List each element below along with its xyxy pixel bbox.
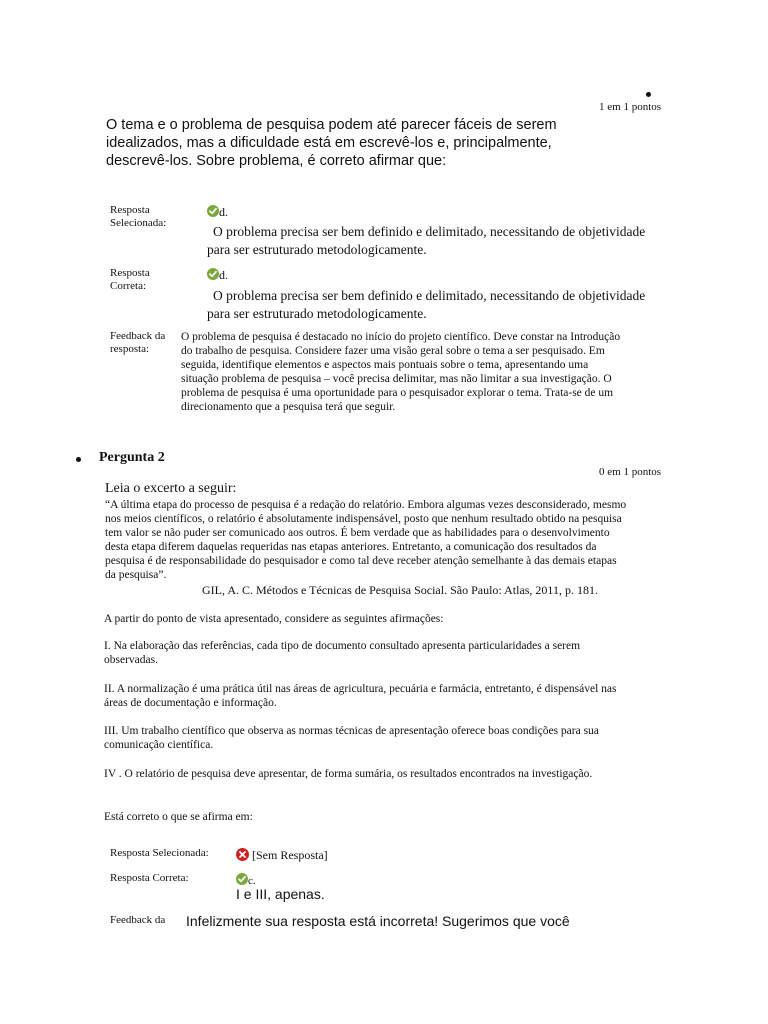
q2-selected-answer	[236, 846, 328, 864]
q1-correct-text: O problema precisa ser bem definido e delimitado, necessitando de objetividade para ser estruturado metodologicamente.	[207, 288, 646, 321]
q2-statement-4: IV . O relatório de pesquisa deve apresentar, de forma sumária, os resultados encontrados na investigação.	[104, 768, 593, 780]
q1-score: 1 em 1 pontos	[599, 101, 662, 113]
q2-correct-letter: c.	[248, 875, 256, 887]
check-circle-icon	[207, 267, 219, 279]
q2-excerpt: “A última etapa do processo de pesquisa é a redação do relatório. Embora algumas vezes desconsiderado, mesmo nos meios científicos, o relatório é absolutamente indispensável, posto que nenhum resultado obtido na pesquisa tem valor se não puder ser comunicado aos outros. É bem verdade que as habilidades para o desenvolvimento desta etapa diferem daquelas requeridas nas etapas anteriores. Entretanto, a comunicação dos resultados da pesquisa é de responsabilidade do pesquisador e como tal deve receber atenção semelhante à das demais etapas da pesquisa”.	[105, 499, 627, 581]
q1-selected-letter: d.	[219, 205, 228, 219]
q2-statement-3: III. Um trabalho científico que observa as normas técnicas de apresentação oferece boas condições para sua comunicação científica.	[104, 725, 599, 751]
q2-ask: Está correto o que se afirma em:	[104, 811, 253, 823]
q2-score: 0 em 1 pontos	[599, 466, 662, 478]
q1-feedback-text: O problema de pesquisa é destacado no início do projeto científico. Deve constar na Introdução do trabalho de pesquisa. Considere fazer uma visão geral sobre o tema a ser pesquisado. Em seguida, identifique elementos e aspectos mais pontuais sobre o tema, apresentando uma situação problema de pesquisa – você precisa delimitar, mas não limitar a sua investigação. O problema de pesquisa é uma oportunidade para o pesquisador explorar o tema. Trata-se de um direcionamento que a pesquisa terá que seguir.	[181, 331, 621, 413]
q1-correct-letter: d.	[219, 268, 228, 282]
q2-feedback-text: Infelizmente sua resposta está incorreta! Sugerimos que você	[186, 913, 570, 929]
q1-selected-answer	[207, 203, 228, 221]
q2-statement-1: I. Na elaboração das referências, cada tipo de documento consultado apresenta particularidades a serem observadas.	[104, 640, 581, 666]
q2-title: Pergunta 2	[99, 450, 165, 465]
q1-correct-label: Resposta Correta:	[110, 267, 150, 292]
bullet-icon	[646, 92, 651, 97]
check-circle-icon	[236, 872, 248, 884]
q1-question-text: O tema e o problema de pesquisa podem até parecer fáceis de serem idealizados, mas a dificuldade está em escrevê-los e, principalmente, descrevê-los. Sobre problema, é correto afirmar que:	[106, 117, 557, 169]
q2-selected-text: [Sem Resposta]	[252, 848, 328, 862]
q1-selected-text: O problema precisa ser bem definido e delimitado, necessitando de objetividade para ser estruturado metodologicamente.	[207, 224, 646, 257]
q2-prompt: A partir do ponto de vista apresentado, considere as seguintes afirmações:	[104, 613, 444, 625]
q2-intro: Leia o excerto a seguir:	[105, 481, 237, 496]
q2-statement-2: II. A normalização é uma prática útil nas áreas de agricultura, pecuária e farmácia, entretanto, é dispensável nas áreas de documentação e informação.	[104, 683, 617, 709]
q1-feedback-label: Feedback da resposta:	[110, 330, 166, 355]
check-circle-icon	[207, 204, 219, 216]
q2-correct-label: Resposta Correta:	[110, 872, 189, 884]
q2-citation: GIL, A. C. Métodos e Técnicas de Pesquisa Social. São Paulo: Atlas, 2011, p. 181.	[202, 583, 598, 597]
bullet-icon	[76, 457, 81, 462]
x-circle-icon	[236, 848, 249, 861]
q2-correct-text: I e III, apenas.	[236, 886, 325, 902]
q1-selected-label: Resposta Selecionada:	[110, 204, 167, 229]
q1-correct-answer	[207, 266, 228, 284]
q2-feedback-label: Feedback da	[110, 914, 166, 926]
q2-selected-label: Resposta Selecionada:	[110, 847, 209, 859]
